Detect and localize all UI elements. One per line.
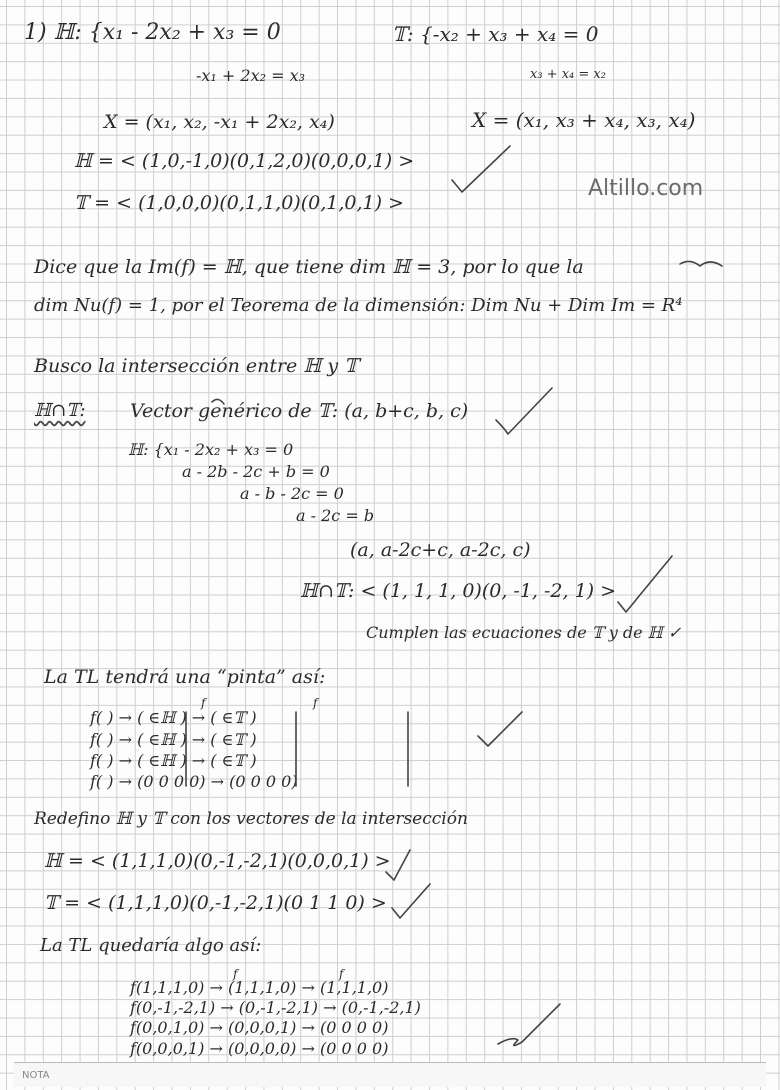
- scribble-icon: [680, 261, 722, 266]
- checkmark-icon: [618, 556, 672, 612]
- checkmark-icon: [386, 850, 410, 880]
- checkmark-icon: [496, 388, 552, 434]
- line-t-solved: x₃ + x₄ = x₂: [530, 67, 606, 82]
- footer-bar: [14, 1062, 766, 1087]
- line-dim-nu: dim Nu(f) = 1, por el Teorema de la dimensión: Dim Nu + Dim Im = R⁴: [34, 295, 683, 316]
- line-h-new-basis: ℍ = < (1,1,1,0)(0,-1,-2,1)(0,0,0,1) >: [44, 850, 391, 872]
- line-intersection-vector: (a, a-2c+c, a-2c, c): [350, 539, 531, 561]
- line-dim-im: Dice que la Im(f) = ℍ, que tiene dim ℍ = 3, por lo que la: [34, 256, 584, 278]
- line-substitution-1: a - 2b - 2c + b = 0: [182, 462, 330, 481]
- scheme2-row-2: f(0,-1,-2,1) → (0,-1,-2,1) → (0,-1,-2,1): [130, 998, 421, 1017]
- scheme1-row-3: f( ) → ( ∈ℍ ) → ( ∈𝕋 ): [90, 751, 257, 770]
- checkmark-icon: [498, 1004, 560, 1046]
- scheme1-f-label-1: f: [201, 696, 206, 710]
- scheme2-row-3: f(0,0,1,0) → (0,0,0,1) → (0 0 0 0): [130, 1018, 389, 1037]
- checkmark-icon: [452, 146, 510, 192]
- scheme2-row-4: f(0,0,0,1) → (0,0,0,0) → (0 0 0 0): [130, 1039, 389, 1058]
- line-h-equation-repeat: ℍ: {x₁ - 2x₂ + x₃ = 0: [128, 440, 294, 459]
- scribble-icon: [212, 399, 224, 404]
- scheme2-f-label-2: f: [339, 967, 344, 981]
- scheme1-row-2: f( ) → ( ∈ℍ ) → ( ∈𝕋 ): [90, 730, 257, 749]
- line-intersection-heading: Busco la intersección entre ℍ y 𝕋: [34, 355, 359, 377]
- line-t-basis: 𝕋 = < (1,0,0,0)(0,1,1,0)(0,1,0,1) >: [74, 192, 404, 214]
- scheme2-f-label-1: f: [233, 967, 238, 981]
- line-h-equation: 1) ℍ: {x₁ - 2x₂ + x₃ = 0: [24, 20, 281, 45]
- line-t-equation: 𝕋: {-x₂ + x₃ + x₄ = 0: [392, 22, 599, 46]
- watermark: Altillo.com: [588, 176, 704, 201]
- line-intersection-basis: ℍ∩𝕋: < (1, 1, 1, 0)(0, -1, -2, 1) >: [300, 580, 617, 602]
- scheme2-row-1: f(1,1,1,0) → (1,1,1,0) → (1,1,1,0): [130, 978, 389, 997]
- line-t-generic-vector: X = (x₁, x₃ + x₄, x₃, x₄): [472, 108, 696, 132]
- line-h-basis: ℍ = < (1,0,-1,0)(0,1,2,0)(0,0,0,1) >: [74, 150, 415, 172]
- line-generic-vector-t: Vector genérico de 𝕋: (a, b+c, b, c): [130, 400, 469, 422]
- line-tl-shape-heading: La TL tendrá una “pinta” así:: [44, 666, 326, 688]
- scheme1-row-1: f( ) → ( ∈ℍ ) → ( ∈𝕋 ): [90, 708, 257, 727]
- line-h-generic-vector: X = (x₁, x₂, -x₁ + 2x₂, x₄): [104, 111, 335, 133]
- line-h-solved: -x₁ + 2x₂ = x₃: [196, 66, 306, 85]
- line-t-new-basis: 𝕋 = < (1,1,1,0)(0,-1,-2,1)(0 1 1 0) >: [44, 892, 387, 914]
- checkmark-icon: [478, 712, 522, 746]
- scheme1-row-4: f( ) → (0 0 0 0) → (0 0 0 0): [90, 772, 298, 791]
- line-verification: Cumplen las ecuaciones de 𝕋 y de ℍ ✓: [366, 623, 682, 642]
- line-substitution-3: a - 2c = b: [296, 506, 375, 525]
- checkmark-icon: [392, 884, 430, 918]
- line-intersection-label: ℍ∩𝕋:: [34, 400, 86, 421]
- scheme1-f-label-2: f: [313, 696, 318, 710]
- line-substitution-2: a - b - 2c = 0: [240, 484, 344, 503]
- footer-label: NOTA: [22, 1070, 50, 1081]
- line-redefine-heading: Redefino ℍ y 𝕋 con los vectores de la intersección: [34, 809, 468, 829]
- line-tl-result-heading: La TL quedaría algo así:: [40, 935, 262, 956]
